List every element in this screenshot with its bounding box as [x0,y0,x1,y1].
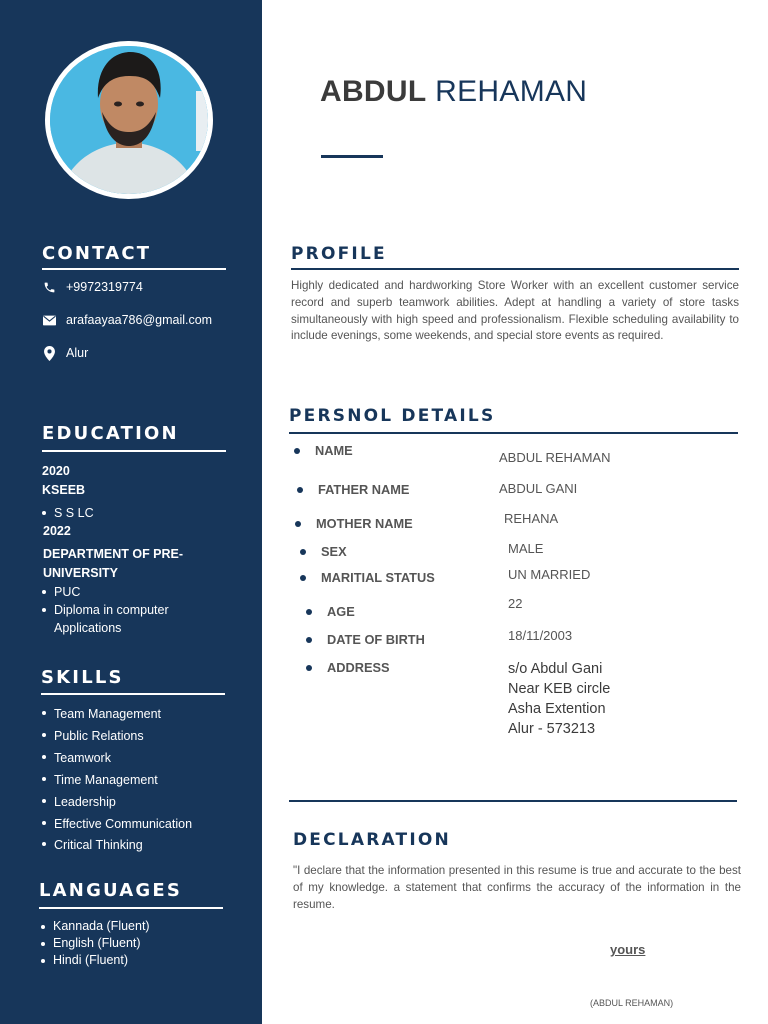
detail-label-address: ADDRESS [327,660,390,675]
detail-value-mother: REHANA [504,511,559,526]
detail-value-dob: 18/11/2003 [508,628,573,643]
envelope-icon [42,313,56,327]
declaration-top-divider [289,800,737,802]
list-item: Effective Communication [40,814,250,836]
personal-details-divider [289,432,738,434]
list-item: Leadership [40,792,250,814]
list-item: S S LC [40,504,240,522]
location-pin-icon [42,346,56,360]
list-item: Team Management [40,704,250,726]
education-institution: DEPARTMENT OF PRE-UNIVERSITY [43,547,184,580]
detail-label-marital: MARITIAL STATUS [321,570,435,585]
list-item: Diploma in computer Applications [40,601,190,637]
contact-email [42,313,212,327]
signature-name: (ABDUL REHAMAN) [590,998,674,1008]
skills-heading: SKILLS [41,667,124,688]
address-line: Asha Extention [508,701,606,717]
address-block [508,659,610,739]
email-address[interactable]: arafaayaa786@gmail.com [66,313,213,327]
list-item: Hindi (Fluent) [39,952,249,969]
education-items [40,583,240,637]
list-item: Public Relations [40,726,250,748]
detail-value-father: ABDUL GANI [499,481,578,496]
detail-label-age: AGE [327,604,355,619]
list-item: Critical Thinking [40,835,250,857]
detail-value-sex: MALE [508,541,544,556]
contact-divider [42,268,226,270]
education-year: 2022 [43,524,71,538]
detail-label-sex: SEX [321,544,347,559]
education-institution: KSEEB [42,483,86,497]
detail-label-dob: DATE OF BIRTH [327,632,425,647]
declaration-text: "I declare that the information presented in this resume is true and accurate to the best of my knowledge. a statement that confirms the accuracy of the information in the resume. [293,864,741,911]
sidebar [0,0,262,1024]
list-item: PUC [40,583,240,601]
first-name: ABDUL [320,75,427,108]
phone-number[interactable]: +9972319774 [66,280,143,294]
phone-icon [42,280,56,294]
name-underline [321,155,383,158]
profile-divider [291,268,739,270]
address-line: Near KEB circle [508,681,611,697]
detail-value-marital: UN MARRIED [508,567,591,582]
list-item: Kannada (Fluent) [39,918,249,935]
address-line: s/o Abdul Gani [508,661,603,677]
detail-label-father: FATHER NAME [318,482,410,497]
list-item: Teamwork [40,748,250,770]
skills-list [40,704,250,857]
personal-details-heading: PERSNOL DETAILS [289,406,496,426]
detail-label-mother: MOTHER NAME [316,516,413,531]
profile-photo [45,41,213,199]
contact-phone [42,280,143,294]
languages-list [39,918,249,969]
last-name: REHAMAN [435,75,588,108]
detail-value-age: 22 [508,596,523,611]
profile-text: Highly dedicated and hardworking Store Worker with an excellent customer service record and superb teamwork abilities. Adept at handling a variety of store tasks simultaneously with high speed and professionalism. Flexible scheduling availability to include evenings, some weekends, and special store events as required. [291,279,739,343]
education-year: 2020 [42,464,70,478]
address-line: Alur - 573213 [508,721,596,737]
list-item: English (Fluent) [39,935,249,952]
education-items [40,504,240,522]
languages-heading: LANGUAGES [39,880,183,901]
candidate-name [320,75,587,109]
list-item: Time Management [40,770,250,792]
location-text: Alur [66,346,89,360]
contact-heading: CONTACT [42,243,152,264]
profile-heading: PROFILE [291,244,387,264]
closing-text: yours [610,942,646,957]
detail-label-name: NAME [315,443,353,458]
contact-location [42,346,88,360]
languages-divider [39,907,223,909]
education-divider [42,450,226,452]
declaration-heading: DECLARATION [293,830,451,850]
education-heading: EDUCATION [42,423,179,444]
skills-divider [41,693,225,695]
detail-value-name: ABDUL REHAMAN [499,450,611,465]
